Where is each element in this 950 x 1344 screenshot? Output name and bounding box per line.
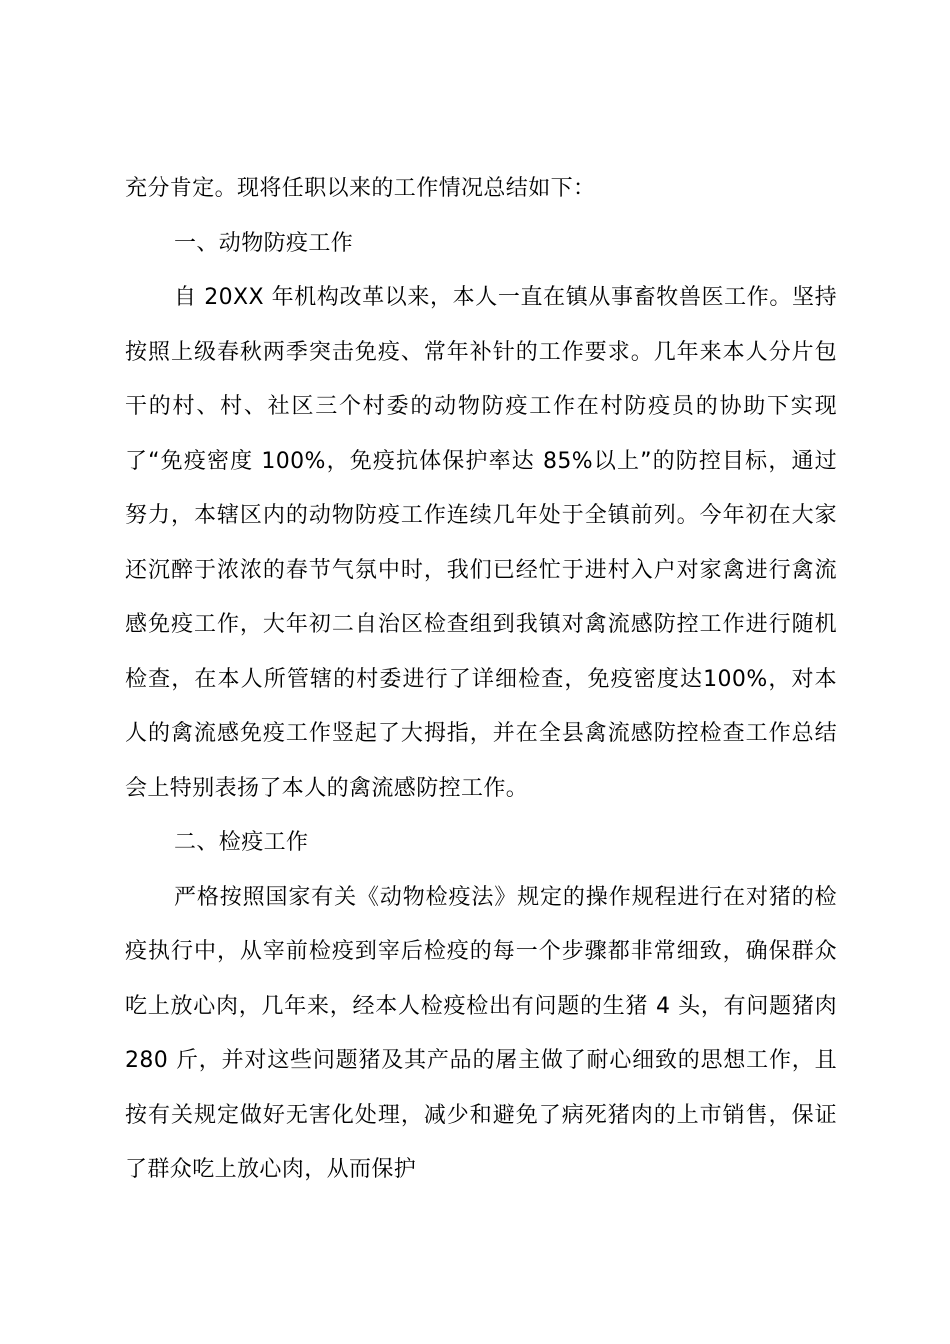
document-body bbox=[125, 162, 837, 1198]
section-heading-animal-epidemic-prevention: 一、动物防疫工作 bbox=[174, 230, 354, 256]
paragraph-quarantine: 严格按照国家有关《动物检疫法》规定的操作规程进行在对猪的检疫执行中，从宰前检疫到宰后检疫的每一个步骤都非常细致，确保群众吃上放心肉，几年来，经本人检疫检出有问题的生猪 4 头，有问题猪肉 280 斤，并对这些问题猪及其产品的屠主做了耐心细致的思想工作，且按有关规定做好无害化处理，减少和避免了病死猪肉的上市销售，保证了群众吃上放心肉，从而保护 bbox=[125, 884, 837, 1182]
paragraph-intro-continuation: 充分肯定。现将任职以来的工作情况总结如下： bbox=[125, 176, 596, 201]
section-heading-quarantine: 二、检疫工作 bbox=[174, 830, 309, 855]
paragraph-epidemic-prevention: 自 20XX 年机构改革以来，本人一直在镇从事畜牧兽医工作。坚持按照上级春秋两季突击免疫、常年补针的工作要求。几年来本人分片包干的村、村、社区三个村委的动物防疫工作在村防疫员的协助下实现了“免疫密度 100%，免疫抗体保护率达 85%以上”的防控目标，通过努力，本辖区内的动物防疫工作连续几年处于全镇前列。今年初在大家还沉醉于浓浓的春节气氛中时，我们已经忙于进村入户对家禽进行禽流感免疫工作，大年初二自治区检查组到我镇对禽流感防控工作进行随机检查，在本人所管辖的村委进行了详细检查，免疫密度达100%，对本人的禽流感免疫工作竖起了大拇指，并在全县禽流感防控检查工作总结会上特别表扬了本人的禽流感防控工作。 bbox=[125, 285, 837, 801]
